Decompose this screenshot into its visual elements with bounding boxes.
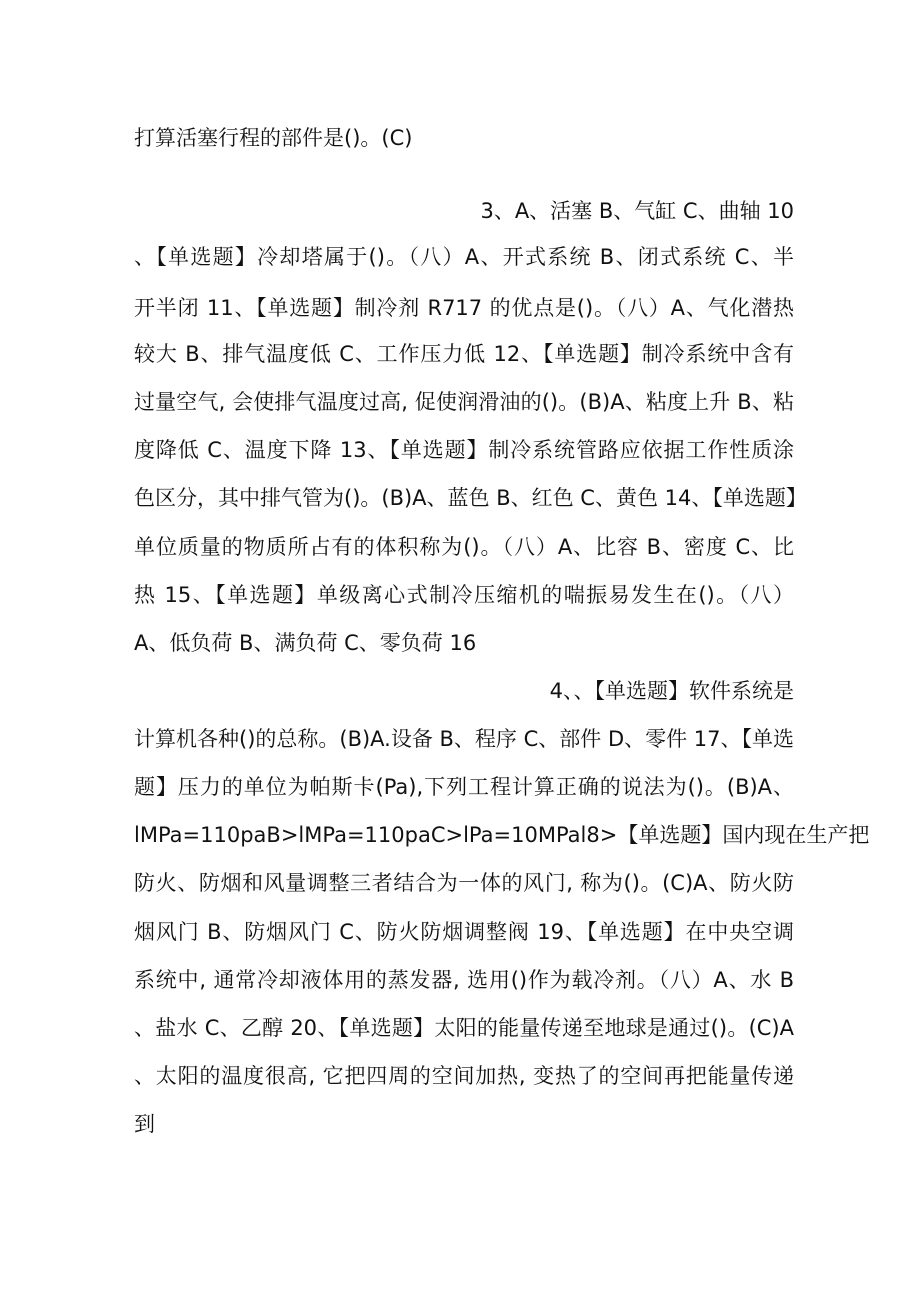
text-line-1: 打算活塞行程的部件是()。(C) (134, 126, 413, 150)
text-line-7: 度降低 C、温度下降 13、【单选题】制冷系统管路应依据工作性质涂 (134, 438, 794, 462)
text-line-19: 、盐水 C、乙醇 20、【单选题】太阳的能量传递至地球是通过()。(C)A (134, 1016, 794, 1040)
text-line-13: 计算机各种()的总称。(B)A.设备 B、程序 C、部件 D、零件 17、【单选 (134, 727, 795, 751)
text-line-14: 题】压力的单位为帕斯卡(Pa),下列工程计算正确的说法为()。(B)A、 (134, 775, 794, 799)
text-line-5: 较大 B、排气温度低 C、工作压力低 12、【单选题】制冷系统中含有 (134, 342, 794, 366)
text-line-21: 到 (134, 1112, 155, 1136)
text-line-8: 色区分，其中排气管为()。(B)A、蓝色 B、红色 C、黄色 14、【单选题】 (134, 486, 807, 510)
text-line-12: 4、、【单选题】软件系统是 (549, 679, 794, 703)
text-line-9: 单位质量的物质所占有的体积称为()。（八）A、比容 B、密度 C、比 (134, 535, 794, 559)
text-line-17: 烟风门 B、防烟风门 C、防火防烟调整阀 19、【单选题】在中央空调 (134, 920, 794, 944)
text-line-2: 3、A、活塞 B、气缸 C、曲轴 10 (480, 199, 794, 223)
text-line-15: lMPa=110paB>lMPa=110paC>lPa=10MPal8>【单选题】国内现在生产把 (134, 823, 870, 847)
text-line-20: 、太阳的温度很高, 它把四周的空间加热, 变热了的空间再把能量传递 (134, 1064, 794, 1088)
text-line-4: 开半闭 11、【单选题】制冷剂 R717 的优点是()。（八）A、气化潜热 (134, 296, 794, 320)
text-line-16: 防火、防烟和风量调整三者结合为一体的风门, 称为()。(C)A、防火防 (134, 871, 794, 895)
text-line-18: 系统中, 通常冷却液体用的蒸发器, 选用()作为载冷剂。（八）A、水 B (134, 968, 794, 992)
text-line-6: 过量空气, 会使排气温度过高, 促使润滑油的()。(B)A、粘度上升 B、粘 (134, 390, 794, 414)
text-line-10: 热 15、【单选题】单级离心式制冷压缩机的喘振易发生在()。（八） (134, 583, 794, 607)
text-line-3: 、【单选题】冷却塔属于()。（八）A、开式系统 B、闭式系统 C、半 (134, 245, 794, 269)
text-line-11: A、低负荷 B、满负荷 C、零负荷 16 (134, 631, 477, 655)
